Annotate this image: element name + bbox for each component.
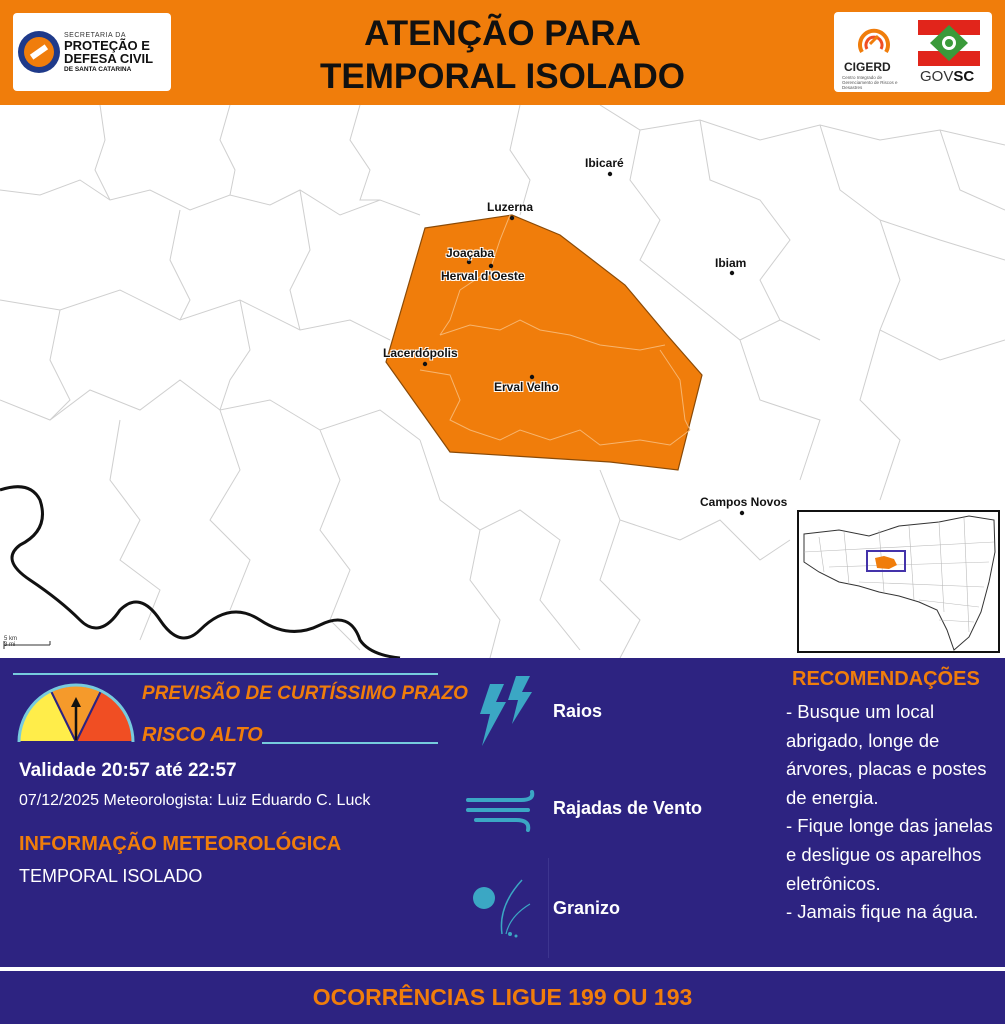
map-scale: 5 km 3 mi — [4, 636, 18, 648]
logo-line-4: DE SANTA CATARINA — [64, 66, 132, 73]
city-label-lacerdopolis: Lacerdópolis — [383, 346, 458, 360]
page-title — [200, 12, 805, 98]
city-label-herval-doeste: Herval d'Oeste — [441, 269, 525, 283]
locator-inset-map — [797, 510, 1000, 653]
recommendations-title: RECOMENDAÇÕES — [792, 668, 980, 690]
hazard-label-granizo: Granizo — [553, 898, 621, 918]
hazard-label-raios: Raios — [553, 701, 603, 721]
risk-underline — [262, 742, 438, 744]
box-top-line — [13, 673, 438, 675]
risk-gauge-icon — [17, 683, 135, 745]
cigerd-subtitle: Centro Integrado de Gerenciamento de Riscos e Desastres — [842, 75, 898, 90]
recommendation-item: - Jamais fique na água. — [786, 901, 979, 923]
logo-line-1: SECRETARIA DA — [64, 32, 126, 39]
city-label-luzerna: Luzerna — [487, 200, 534, 214]
recommendation-item: - Busque um local abrigado, longe de árvores, placas e postes de energia. — [786, 701, 987, 808]
defesa-civil-logo — [13, 13, 171, 91]
cigerd-govsc-logo — [834, 12, 992, 92]
cigerd-icon — [854, 22, 894, 58]
cigerd-text: CIGERD — [844, 60, 891, 74]
defesa-civil-emblem-icon — [18, 31, 60, 73]
lightning-icon — [476, 676, 536, 748]
recommendations-list — [786, 698, 998, 927]
hail-icon — [470, 876, 540, 942]
logo-line-3: DEFESA CIVIL — [64, 51, 154, 66]
hazard-divider — [548, 858, 549, 958]
hazard-label-rajadas: Rajadas de Vento — [553, 798, 703, 818]
info-text: TEMPORAL ISOLADO — [19, 866, 203, 886]
recommendation-item: - Fique longe das janelas e desligue os aparelhos eletrônicos. — [786, 815, 993, 894]
govsc-text: GOVSC — [920, 68, 975, 85]
footer-bar — [0, 971, 1005, 1024]
header-bar — [0, 0, 1005, 105]
risk-level-label: RISCO ALTO — [142, 724, 263, 746]
info-title: INFORMAÇÃO METEOROLÓGICA — [19, 833, 342, 855]
title-line-1: ATENÇÃO PARA — [364, 14, 641, 53]
logo-line-2: PROTEÇÃO E — [64, 38, 150, 53]
emergency-phone-text: OCORRÊNCIAS LIGUE 199 OU 193 — [312, 984, 693, 1010]
city-label-erval-velho: Erval Velho — [494, 380, 559, 394]
city-label-joacaba: Joaçaba — [446, 246, 495, 260]
forecast-title: PREVISÃO DE CURTÍSSIMO PRAZO — [142, 683, 468, 704]
meteorologist-text: 07/12/2025 Meteorologista: Luiz Eduardo C. Luck — [19, 792, 371, 809]
alert-map — [0, 105, 1005, 658]
city-label-campos-novos: Campos Novos — [700, 495, 788, 509]
validity-text: Validade 20:57 até 22:57 — [19, 760, 237, 781]
title-line-2: TEMPORAL ISOLADO — [320, 57, 685, 96]
alert-area-polygon — [386, 215, 702, 470]
city-label-ibiam: Ibiam — [715, 256, 747, 270]
sc-flag-icon — [918, 20, 980, 66]
city-label-ibicare: Ibicaré — [585, 156, 624, 170]
wind-icon — [466, 790, 546, 832]
